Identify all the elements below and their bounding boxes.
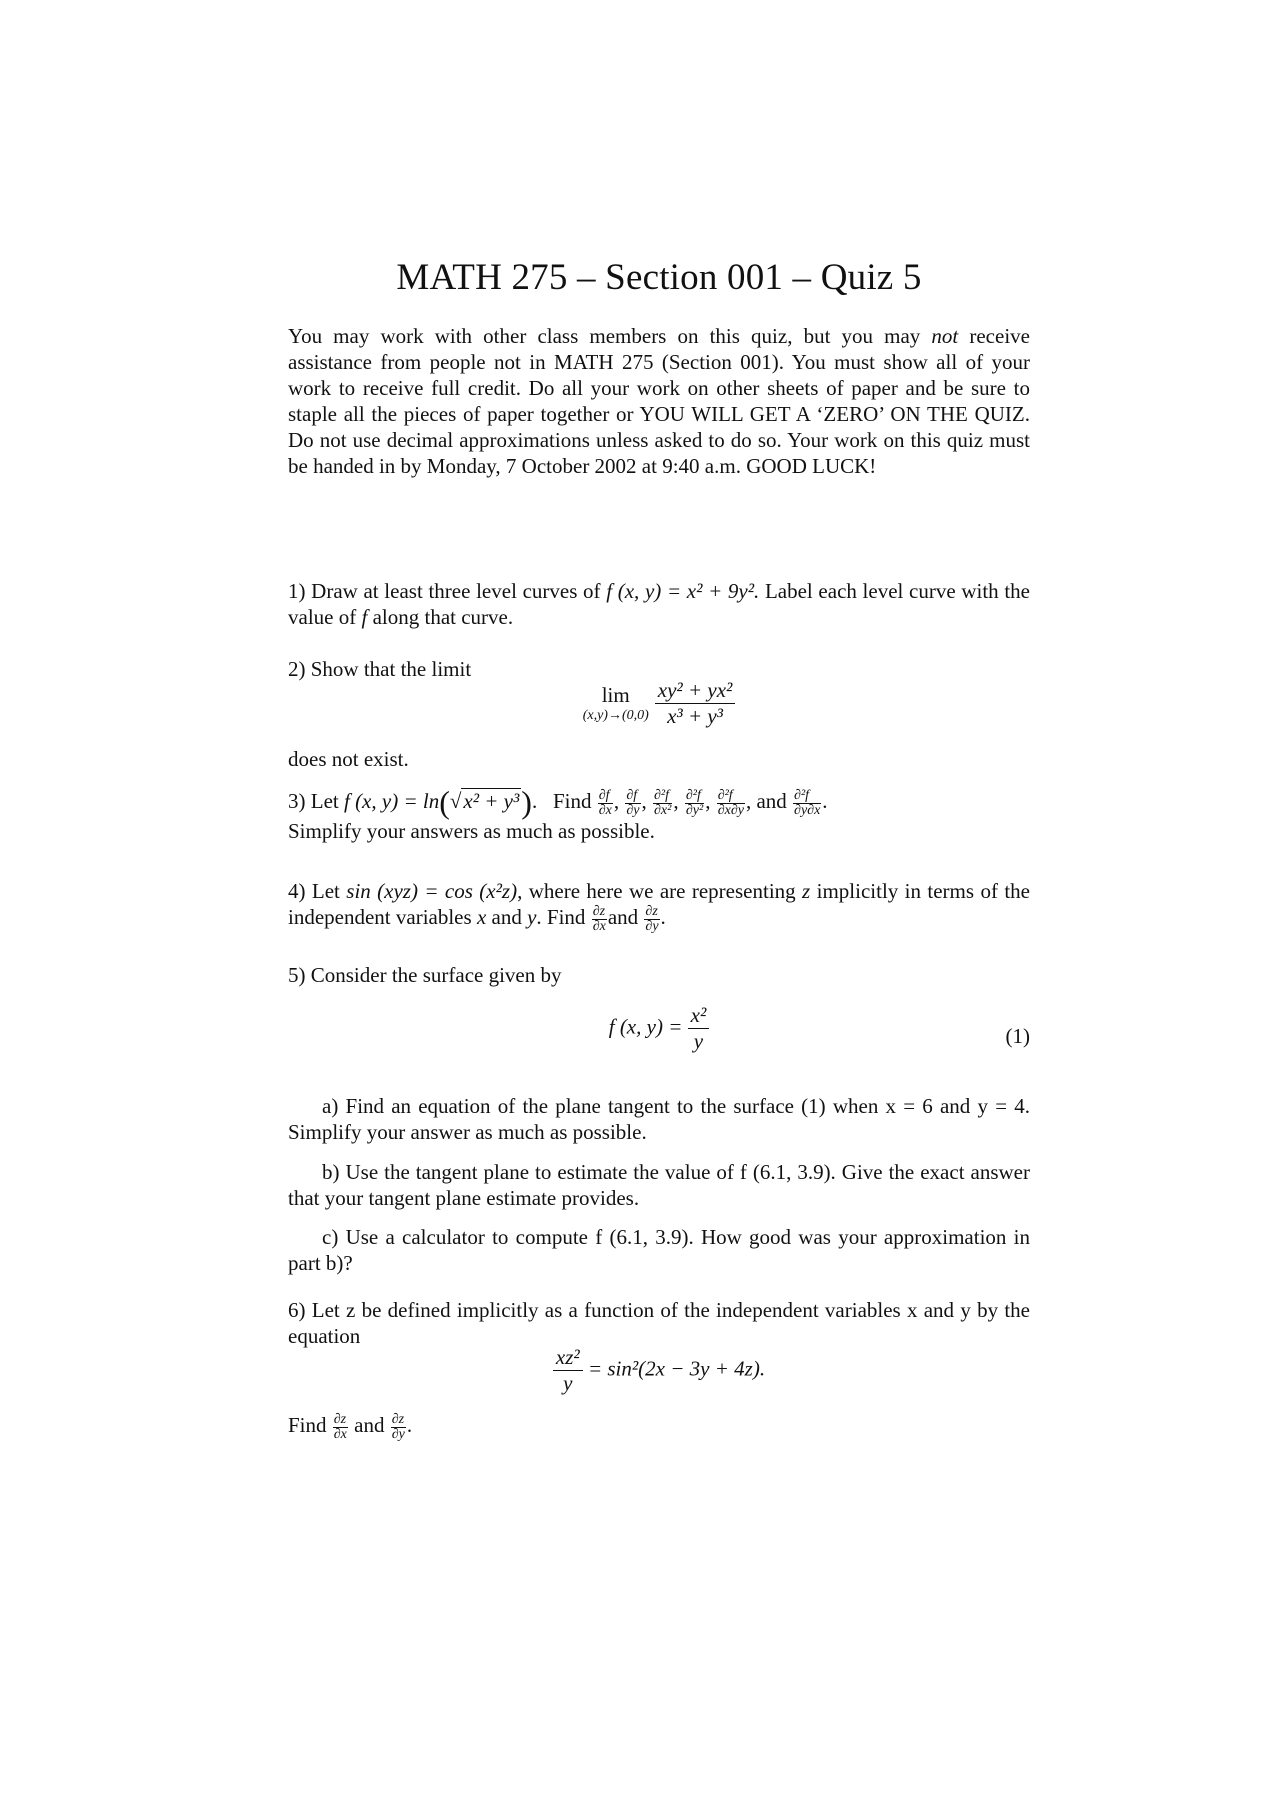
emphasis-not: not (931, 324, 959, 348)
deriv-fyy: $\frac{\text{∂²f}}{\text{∂y²}}$ (685, 787, 704, 818)
q6-equation: $\frac{\text{xz²}}{y}$ = sin²(2x − 3y + 4z). (288, 1345, 1030, 1396)
q4-dz-dx: $\frac{\partial z}{\partial x}$ (592, 903, 606, 934)
page-title: MATH 275 – Section 001 – Quiz 5 (396, 257, 922, 298)
question-2-tail: does not exist. (288, 747, 409, 771)
q3-sqrt: x² + y³ (463, 789, 520, 813)
deriv-fyx: $\frac{\text{∂²f}}{\partial y\partial x}$ (794, 787, 821, 818)
q2-limit-expression: lim (x,y)→(0,0) $\frac{\text{xy² + yx²}}{\text{x³ + y³}}$ (288, 678, 1030, 729)
q2-fraction: $\frac{\text{xy² + yx²}}{\text{x³ + y³}}$ (655, 678, 736, 729)
question-5a: a) Find an equation of the plane tangent to the surface (1) when x = 6 and y = 4. Simplify your answer as much as possible. (288, 1094, 1030, 1144)
equation-number: (1) (1005, 1024, 1030, 1048)
q4-dz-dy: $\frac{\partial z}{\partial y}$ (645, 903, 659, 934)
q5-equation: f (x, y) = $\frac{\text{x²}}{y}$ (288, 1003, 1030, 1054)
question-5b: b) Use the tangent plane to estimate the value of f (6.1, 3.9). Give the exact answer that your tangent plane estimate provides. (288, 1160, 1030, 1210)
question-2-lead: 2) Show that the limit (288, 657, 472, 681)
deriv-fxy: $\frac{\text{∂²f}}{\partial x\partial y}$ (717, 787, 744, 818)
q1-function: f (x, y) = x² + 9y². (606, 579, 760, 603)
q6-dz-dy: $\frac{\partial z}{\partial y}$ (391, 1411, 405, 1442)
question-5-lead: 5) Consider the surface given by (288, 963, 562, 987)
question-6-lead: 6) Let z be defined implicitly as a function of the independent variables x and y by the equation (288, 1298, 1030, 1348)
question-4: 4) Let sin (xyz) = cos (x²z), where here we are representing z implicitly in terms of the independent variables x and y. Find $\frac{\partial z}{\partial x}$ and $\frac{\partial z}{\partial y}$ . (288, 879, 1030, 934)
q6-dz-dx: $\frac{\partial z}{\partial x}$ (333, 1411, 347, 1442)
deriv-fxx: $\frac{\text{∂²f}}{\text{∂x²}}$ (654, 787, 672, 818)
question-1: 1) Draw at least three level curves of f (x, y) = x² + 9y². Label each level curve with the value of f along that curve. (288, 579, 1030, 629)
deriv-fx: $\frac{\partial f}{\partial x}$ (598, 787, 612, 818)
question-5c: c) Use a calculator to compute f (6.1, 3.9). How good was your approximation in part b)? (288, 1225, 1030, 1275)
deriv-fy: $\frac{\partial f}{\partial y}$ (626, 787, 640, 818)
question-3: 3) Let f (x, y) = ln(√x² + y³). Find $\frac{\partial f}{\partial x}$ , $\frac{\partial f}{\partial y}$ , $\frac{\text{∂²f}}{\text{∂x²}}$ , $\frac{\text{∂²f}}{\text{∂y²}}$ , $\frac{\text{∂²f}}{\partial x\partial y}$ , and $\frac{\text{∂²f}}{\partial y\partial x}$ . Simplify your answers as much as possible. (288, 784, 828, 843)
question-6-find: Find $\frac{\partial z}{\partial x}$ and $\frac{\partial z}{\partial y}$ . (288, 1411, 413, 1442)
instructions: You may work with other class members on this quiz, but you may not receive assistance from people not in MATH 275 (Section 001). You must show all of your work to receive full credit. Do all your work on other sheets of paper and be sure to staple all the pieces of paper together or YOU WILL GET A ‘ZERO’ ON THE QUIZ. Do not use decimal approximations unless asked to do so. Your work on this quiz must be handed in by Monday, 7 October 2002 at 9:40 a.m. GOOD LUCK! (288, 324, 1030, 478)
